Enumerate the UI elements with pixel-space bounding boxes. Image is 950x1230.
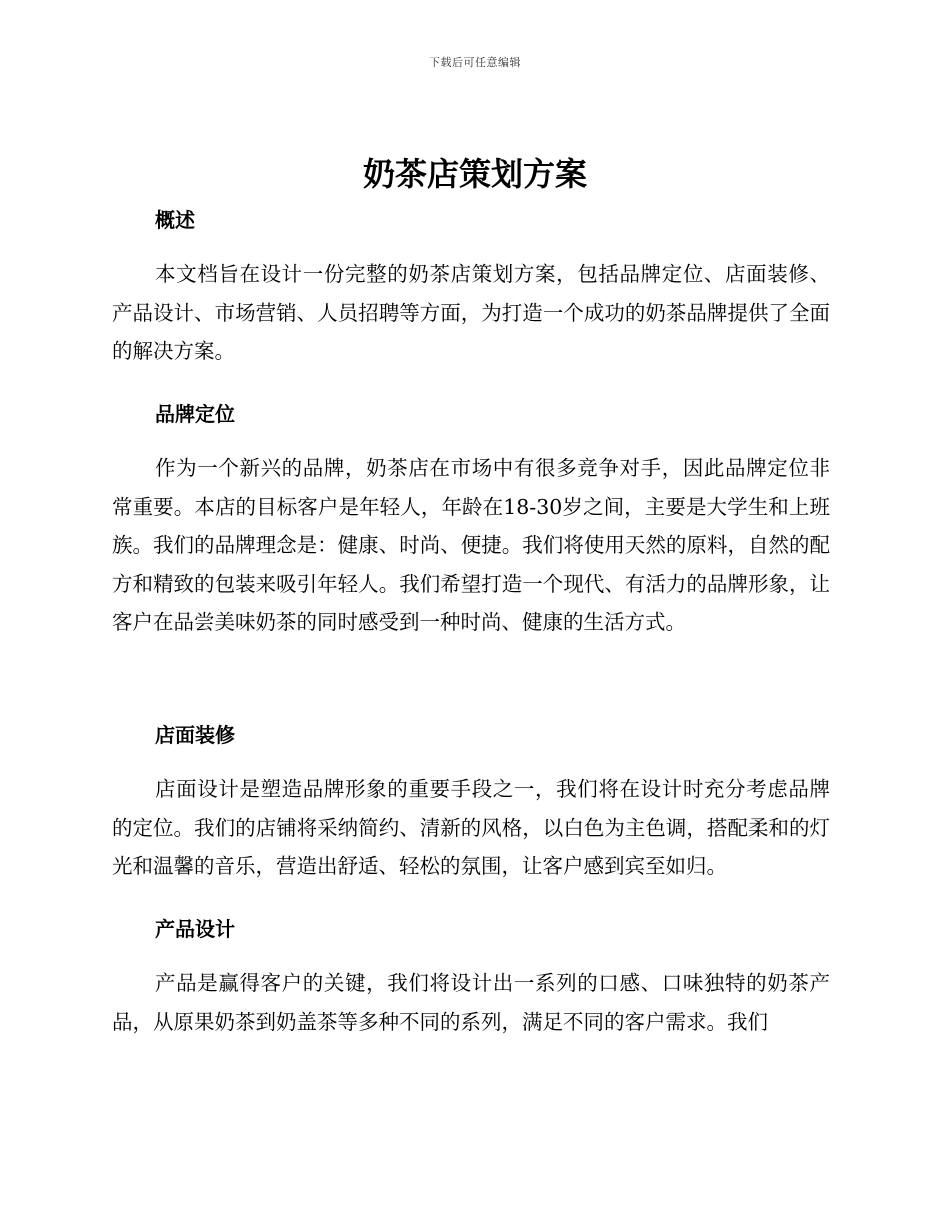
section-paragraph-overview: 本文档旨在设计一份完整的奶茶店策划方案，包括品牌定位、店面装修、产品设计、市场营销、人员招聘等方面，为打造一个成功的奶茶品牌提供了全面的解决方案。 [112, 262, 830, 363]
section-paragraph-brand-positioning: 作为一个新兴的品牌，奶茶店在市场中有很多竞争对手，因此品牌定位非常重要。本店的目标客户是年轻人，年龄在18-30岁之间，主要是大学生和上班族。我们的品牌理念是：健康、时尚、便捷。我们将使用天然的原料，自然的配方和精致的包装来吸引年轻人。我们希望打造一个现代、有活力的品牌形象，让客户在品尝美味奶茶的同时感受到一种时尚、健康的生活方式。 [112, 456, 830, 634]
section-heading-product-design: 产品设计 [155, 917, 235, 941]
section-heading-overview: 概述 [155, 208, 195, 232]
document-title: 奶茶店策划方案 [362, 155, 587, 193]
section-heading-store-decoration: 店面装修 [155, 723, 235, 747]
section-paragraph-store-decoration: 店面设计是塑造品牌形象的重要手段之一，我们将在设计时充分考虑品牌的定位。我们的店铺将采纳简约、清新的风格，以白色为主色调，搭配柔和的灯光和温馨的音乐，营造出舒适、轻松的氛围，让客户感到宾至如归。 [112, 777, 830, 878]
section-heading-brand-positioning: 品牌定位 [155, 402, 235, 426]
header-note: 下载后可任意编辑 [429, 56, 521, 69]
section-paragraph-product-design: 产品是赢得客户的关键，我们将设计出一系列的口感、口味独特的奶茶产品，从原果奶茶到奶盖茶等多种不同的系列，满足不同的客户需求。我们 [112, 971, 830, 1034]
